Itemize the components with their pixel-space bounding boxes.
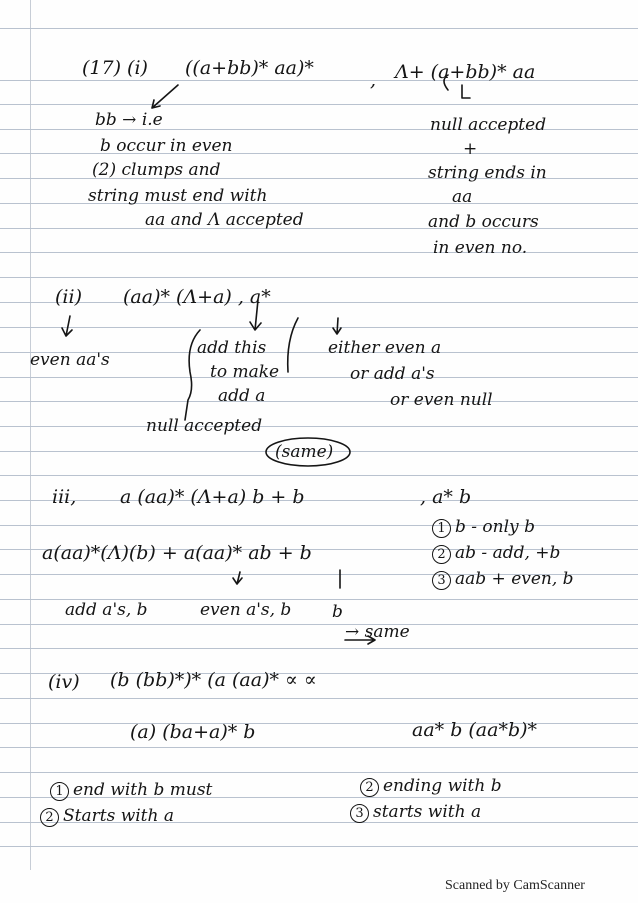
q4-line2-left: (a) (ba+a)* b (130, 721, 256, 743)
q4-left-point-2 (40, 806, 174, 827)
q1-right-line-3: string ends in (428, 163, 547, 183)
point-number-4: 3 (350, 804, 369, 823)
q2-null-accepted: null accepted (146, 416, 263, 436)
q2-either-line-1: either even a (328, 338, 442, 358)
point-text-4: starts with a (373, 802, 482, 822)
q3-heading: iii, (52, 486, 77, 508)
option-number-1: 1 (432, 519, 451, 538)
q1-left-line-1: bb → i.e (95, 110, 163, 130)
option-text-3: aab + even, b (455, 569, 574, 589)
q2-expression: (aa)* (Λ+a) , a* (123, 286, 271, 308)
q1-right-line-6: in even no. (433, 238, 528, 258)
option-text-1: b - only b (455, 517, 535, 537)
q4-right-point-2 (350, 802, 481, 823)
q3-same: → same (345, 622, 410, 642)
q2-either-line-3: or even null (390, 390, 493, 410)
point-number-3: 2 (360, 778, 379, 797)
q1-right-line-1: null accepted (430, 115, 547, 135)
q3-expanded-expression: a(aa)*(Λ)(b) + a(aa)* ab + b (42, 542, 312, 564)
point-number-2: 2 (40, 808, 59, 827)
q3-note-middle: even a's, b (200, 600, 292, 620)
q1-left-line-5: aa and Λ accepted (145, 210, 304, 230)
q4-right-point-1 (360, 776, 502, 797)
q2-add-line-1: add this (197, 338, 267, 358)
q2-same: (same) (275, 442, 334, 462)
q2-either-line-2: or add a's (350, 364, 435, 384)
q3-note-right: b (332, 602, 343, 622)
q2-add-line-3: add a (218, 386, 266, 406)
q3-expression-right: , a* b (420, 486, 472, 508)
point-text-3: ending with b (383, 776, 502, 796)
q2-add-line-2: to make (210, 362, 280, 382)
point-text-2: Starts with a (63, 806, 175, 826)
q4-heading: (iv) (48, 671, 80, 693)
option-text-2: ab - add, +b (455, 543, 561, 563)
q1-comma: , (370, 69, 377, 91)
q1-expression-left: ((a+bb)* aa)* (185, 57, 314, 79)
q3-option-3 (432, 569, 574, 590)
q1-right-line-2: + (463, 139, 478, 159)
q4-line2-right: aa* b (aa*b)* (412, 719, 538, 741)
q1-heading: (17) (i) (82, 57, 148, 79)
q3-option-2 (432, 543, 560, 564)
q3-option-1 (432, 517, 535, 538)
option-number-3: 3 (432, 571, 451, 590)
q2-even-aa: even aa's (30, 350, 110, 370)
q2-heading: (ii) (55, 286, 82, 308)
q1-left-line-2: b occur in even (100, 136, 233, 156)
scanner-watermark: Scanned by CamScanner (445, 878, 585, 893)
q1-expression-right: Λ+ (a+bb)* aa (395, 61, 536, 83)
q4-left-point-1 (50, 780, 212, 801)
q1-right-line-4: aa (452, 187, 473, 207)
q1-right-line-5: and b occurs (428, 212, 539, 232)
q3-expression-left: a (aa)* (Λ+a) b + b (120, 486, 305, 508)
q1-left-line-4: string must end with (88, 186, 268, 206)
option-number-2: 2 (432, 545, 451, 564)
q4-expression: (b (bb)*)* (a (aa)* ∝ ∝ (110, 669, 317, 691)
q1-left-line-3: (2) clumps and (92, 160, 221, 180)
q3-note-left: add a's, b (65, 600, 148, 620)
point-number-1: 1 (50, 782, 69, 801)
point-text-1: end with b must (73, 780, 213, 800)
